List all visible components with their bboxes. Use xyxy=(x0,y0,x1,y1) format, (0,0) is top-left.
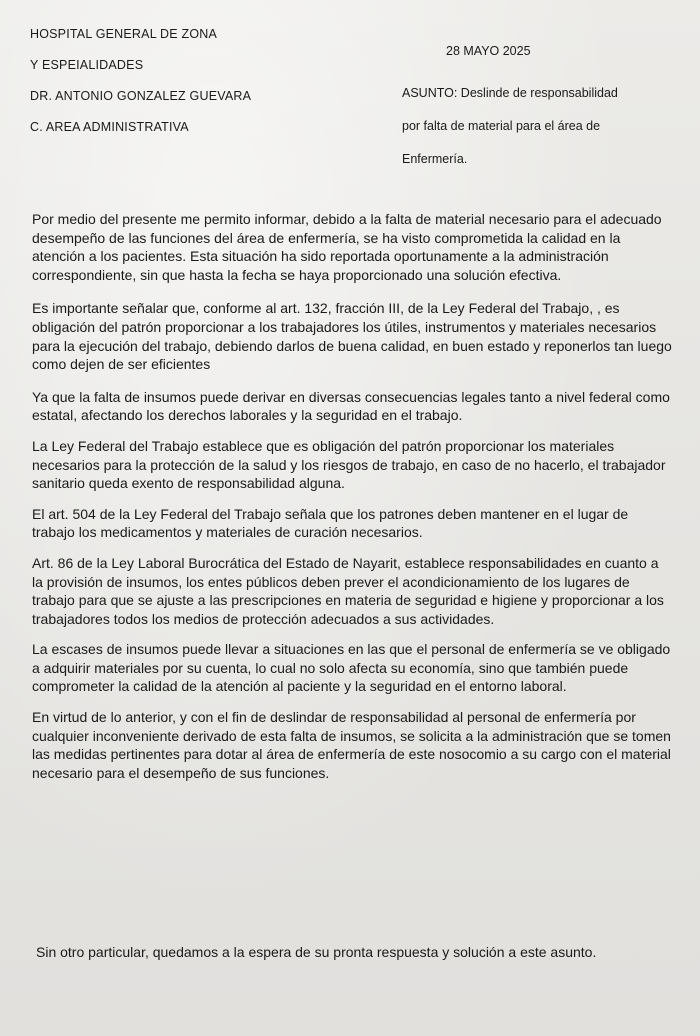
body-paragraph-3: Ya que la falta de insumos puede derivar en diversas consecuencias legales tanto a nivel federal como estatal, afectando los derechos laborales y la seguridad en el trabajo. xyxy=(32,388,670,424)
letter-header-left xyxy=(30,24,251,148)
letter-date: 28 MAYO 2025 xyxy=(446,44,531,58)
hospital-subtitle: Y ESPEIALIDADES xyxy=(30,58,144,72)
subject-line-3: Enfermería. xyxy=(402,152,468,166)
body-paragraph-7: La escases de insumos puede llevar a situaciones en las que el personal de enfermería se ve obligado a adquirir materiales por su cuenta, lo cual no solo afecta su economía, sino que también puede comprometer la calidad de la atención al paciente y la seguridad en el entorno laboral. xyxy=(32,641,671,695)
subject-line-2: por falta de material para el área de xyxy=(402,119,601,133)
body-paragraph-8: En virtud de lo anterior, y con el fin de deslindar de responsabilidad al personal de enfermería por cualquier inconveniente derivado de esta falta de insumos, se solicita a la administración que se tomen las medidas pertinentes para dotar al área de enfermería de este nosocomio a su cargo con el material necesario para el desempeño de sus funciones. xyxy=(32,709,671,781)
body-paragraph-5: El art. 504 de la Ley Federal del Trabajo señala que los patrones deben mantener en el lugar de trabajo los medicamentos y materiales de curación necesarios. xyxy=(32,505,629,541)
body-paragraph-2: Es importante señalar que, conforme al art. 132, fracción III, de la Ley Federal del Trabajo, , es obligación del patrón proporcionar a los trabajadores los útiles, instrumentos y materiales necesarios para la ejecución del trabajo, debiendo darlos de buena calidad, en buen estado y reponerlos tan luego como dejen de ser eficientes xyxy=(32,300,672,373)
body-paragraph-4: La Ley Federal del Trabajo establece que es obligación del patrón proporcionar los materiales necesarios para la protección de la salud y los riesgos de trabajo, en caso de no hacerlo, el trabajador sanitario queda exento de responsabilidad alguna. xyxy=(32,437,666,492)
body-paragraph-1: Por medio del presente me permito informar, debido a la falta de material necesario para el adecuado desempeño de las funciones del área de enfermería, se ha visto comprometida la calidad en la atención a los pacientes. Esta situación ha sido reportada oportunamente a la administración correspondiente, sin que hasta la fecha se haya proporcionado una solución efectiva. xyxy=(32,211,662,283)
recipient-title: C. AREA ADMINISTRATIVA xyxy=(30,120,189,134)
letter-subject xyxy=(402,77,672,176)
hospital-name: HOSPITAL GENERAL DE ZONA xyxy=(30,27,218,41)
recipient-name: DR. ANTONIO GONZALEZ GUEVARA xyxy=(30,89,252,103)
letter-body xyxy=(32,210,672,794)
body-paragraph-6: Art. 86 de la Ley Laboral Burocrática del Estado de Nayarit, establece responsabilidades en cuanto a la provisión de insumos, los entes públicos deben prever el acondicionamiento de los lugares de trabajo para que se ajuste a las prescripciones en materia de seguridad e higiene y proporcionar a los trabajadores todos los medios de protección adecuados a sus actividades. xyxy=(32,554,664,627)
subject-line-1: ASUNTO: Deslinde de responsabilidad xyxy=(402,86,618,100)
letter-closing: Sin otro particular, quedamos a la espera de su pronta respuesta y solución a este asunto. xyxy=(36,944,597,960)
